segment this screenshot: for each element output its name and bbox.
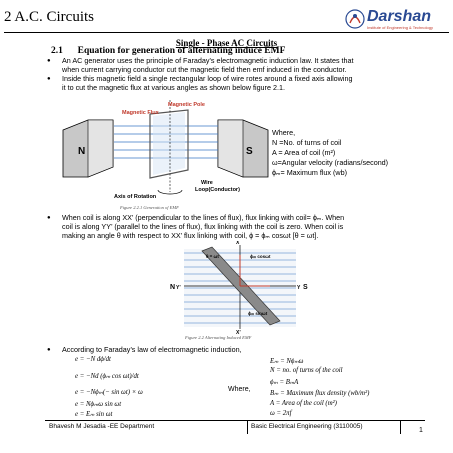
where2-line: Eₘ = Nϕₘω (270, 358, 304, 365)
where2-line: ω = 2πf (270, 410, 292, 417)
bullet-2-line-1: Inside this magnetic field a single rectangular loop of wire rotes around a fixed axis allowing (62, 74, 353, 83)
fig1-caption: Figure 2.2.1 Generation of EMF (120, 205, 179, 210)
fig1-magnetic-flux-label: Magnetic Flux (122, 110, 159, 116)
page-header (0, 0, 453, 36)
generator-figure (58, 92, 273, 204)
fig1-s-label: S (246, 146, 253, 157)
where-line: ϕₘ= Maximum flux (wb) (272, 168, 347, 177)
where2-line: N = no. of turns of the coil (270, 367, 343, 374)
bullet-1-line-1: An AC generator uses the principle of Faraday’s electromagnetic induction law. It states that (62, 56, 354, 65)
where-line: A = Area of coil (m²) (272, 148, 336, 157)
where-line: N =No. of turns of coil (272, 138, 342, 147)
equation-2: e = −Nd (ϕₘ cos ωt)/dt (75, 373, 139, 380)
para2-line-3: making an angle θ with respect to XX’ flux linking with coil, ϕ = ϕₘ cosωt [θ = ωt]. (62, 231, 319, 240)
where-heading: Where, (272, 128, 296, 137)
fig2-y-label: Y (297, 285, 301, 291)
page-number: 1 (419, 427, 423, 434)
logo-text: Darshan (367, 8, 432, 25)
fig1-magnetic-pole-label: Magnetic Pole (168, 102, 205, 108)
equation-4: e = Nϕₘω sin ωt (75, 401, 122, 408)
flux-angle-figure (170, 241, 310, 335)
where2-line: ϕₘ = BₘA (270, 379, 299, 386)
footer-separator (247, 420, 248, 434)
footer-divider (45, 420, 425, 421)
bullet-marker: ● (47, 76, 51, 82)
fig1-axis-label: Axis of Rotation (114, 194, 157, 200)
para2-line-1: When coil is along XX’ (perpendicular to the lines of flux), flux linking with coil= ϕₘ. When (62, 213, 345, 222)
section-number: 2.1 (51, 46, 63, 56)
equation-1: e = −N dϕ/dt (75, 356, 111, 363)
fig2-s-label: S (303, 284, 308, 291)
chapter-title: 2 A.C. Circuits (4, 9, 95, 25)
bullet-1-line-2: when current carrying conductor cut the magnetic field then emf induced in the conductor. (62, 65, 347, 74)
section-title: Equation for generation of alternating induce EMF (77, 46, 286, 56)
fig2-theta-label: θ = ωt (206, 254, 219, 259)
where2-line: Bₘ = Maximum flux density (wb/m²) (270, 390, 370, 397)
darshan-logo (345, 8, 445, 32)
where-line: ω=Angular velocity (radians/second) (272, 158, 389, 167)
fig2-caption: Figure 2.2 Alternating Induced EMF (185, 335, 252, 340)
fig2-x-label: X (236, 241, 240, 246)
bullet-marker: ● (47, 58, 51, 64)
darshan-logo-icon (345, 8, 365, 30)
section-heading (51, 46, 285, 56)
header-divider (4, 32, 449, 33)
fig2-x-prime-label: X’ (236, 330, 241, 335)
fig1-n-label: N (78, 146, 86, 157)
where-block-1 (272, 128, 388, 178)
logo-subtitle: Institute of Engineering & Technology (367, 25, 433, 30)
fig2-y-prime-label: Y’ (176, 285, 181, 291)
footer-course: Basic Electrical Engineering (3110005) (251, 423, 363, 430)
fig2-n-label: N (170, 284, 176, 291)
fig1-loop-label: Loop(Conductor) (195, 187, 240, 193)
equation-5: e = Eₘ sin ωt (75, 411, 113, 418)
where-block-2-label: Where, (228, 386, 251, 393)
para3: According to Faraday’s law of electromagnetic induction, (62, 345, 242, 354)
bullet-2-line-2: it to cut the magnetic flux at various angles as shown below figure 2.1. (62, 83, 285, 92)
bullet-marker: ● (47, 347, 51, 353)
fig2-phi-sin-label: ϕₘ sinωt (248, 311, 268, 316)
fig1-wire-label: Wire (201, 180, 213, 186)
footer-separator (400, 420, 401, 434)
footer-author: Bhavesh M Jesadia -EE Department (49, 423, 155, 430)
para2-line-2: coil is along YY’ (parallel to the lines of flux), flux linking with the coil is zero. When coil is (62, 222, 344, 231)
bullet-marker: ● (47, 215, 51, 221)
fig2-phi-cos-label: ϕₘ cosωt (250, 254, 271, 259)
where2-line: A = Area of the coil (m²) (270, 400, 337, 407)
equation-3: e = −Nϕₘ(− sin ωt) × ω (75, 389, 143, 396)
document-title: Single - Phase AC Circuits (175, 38, 278, 48)
